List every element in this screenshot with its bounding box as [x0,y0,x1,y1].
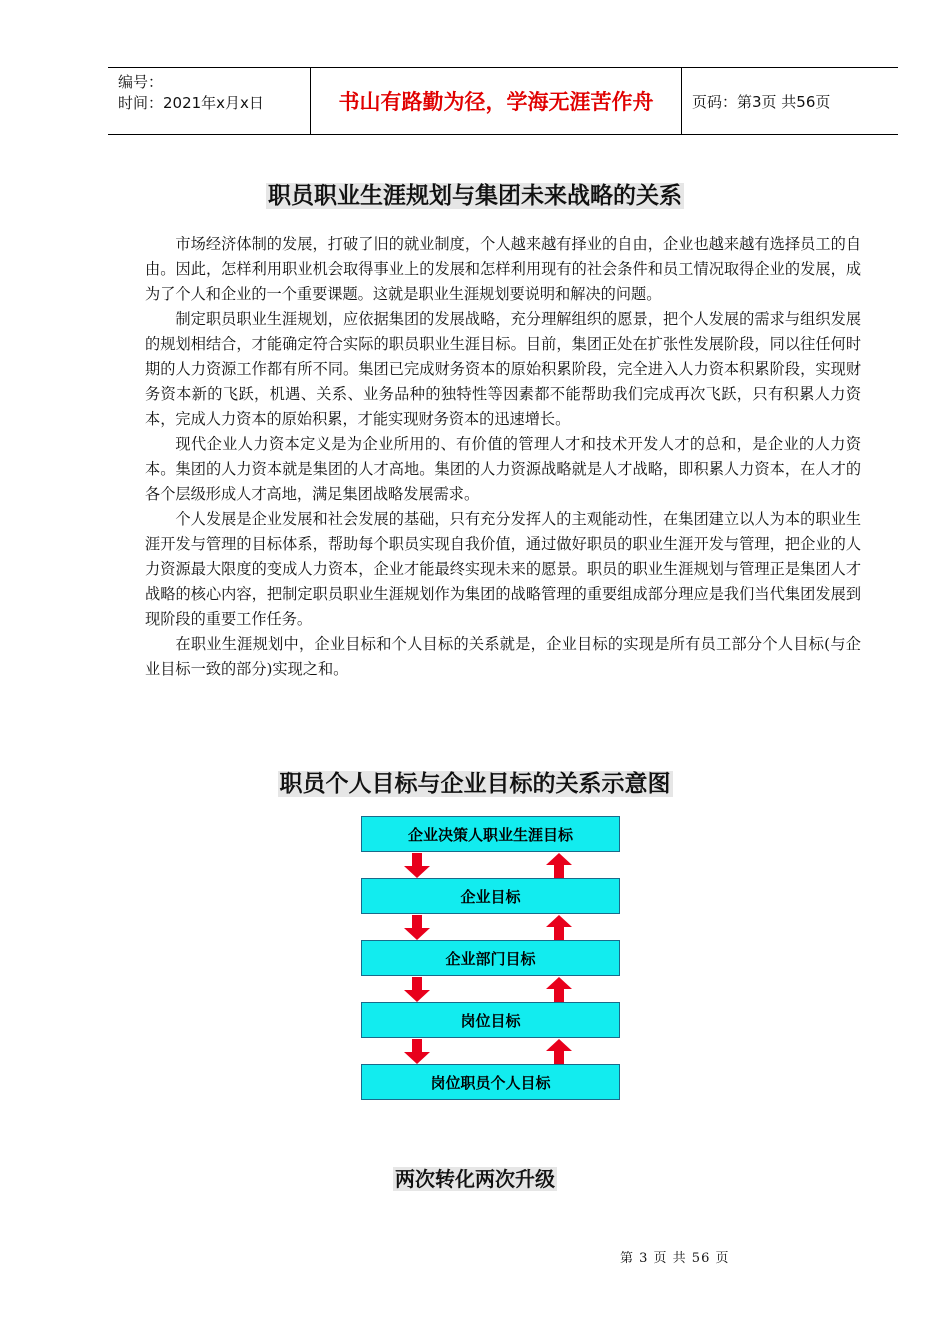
paragraph: 个人发展是企业发展和社会发展的基础，只有充分发挥人的主观能动性，在集团建立以人为本的职业生涯开发与管理的目标体系，帮助每个职员实现自我价值，通过做好职员的职业生涯开发与管理，把企业的人力资源最大限度的变成人力资本，企业才能最终实现未来的愿景。职员的职业生涯规划与管理正是集团人才战略的核心内容，把制定职员职业生涯规划作为集团的战略管理的重要组成部分理应是我们当代集团发展到现阶段的重要工作任务。 [145,510,861,628]
header-meta [108,68,310,134]
diagram-box-position-goal: 岗位目标 [361,1002,620,1038]
arrow-down-icon [404,977,430,1002]
header-motto: 书山有路勤为径，学海无涯苦作舟 [310,68,682,134]
diagram-box-employee-goal: 岗位职员个人目标 [361,1064,620,1100]
body-text [145,232,861,682]
arrow-up-icon [546,977,572,1002]
diagram-title: 职员个人目标与企业目标的关系示意图 [279,771,671,797]
arrow-up-icon [546,915,572,940]
diagram-box-enterprise-goal: 企业目标 [361,878,620,914]
arrow-up-icon [546,853,572,878]
document-title: 职员职业生涯规划与集团未来战略的关系 [268,183,682,209]
header-page-info: 页码：第3页 共56页 [692,92,831,111]
paragraph: 市场经济体制的发展，打破了旧的就业制度，个人越来越有择业的自由，企业也越来越有选择员工的自由。因此，怎样利用职业机会取得事业上的发展和怎样利用现有的社会条件和员工情况取得企业的发展，成为了个人和企业的一个重要课题。这就是职业生涯规划要说明和解决的问题。 [145,235,861,303]
arrow-down-icon [404,853,430,878]
page-footer: 第 3 页 共 56 页 [620,1251,730,1266]
arrow-down-icon [404,915,430,940]
paragraph: 制定职员职业生涯规划，应依据集团的发展战略，充分理解组织的愿景，把个人发展的需求与组织发展的规划相结合，才能确定符合实际的职员职业生涯目标。目前，集团正处在扩张性发展阶段，同以往任何时期的人力资源工作都有所不同。集团已完成财务资本的原始积累阶段，完全进入人力资本积累阶段，实现财务资本新的飞跃，机遇、关系、业务品种的独特性等因素都不能帮助我们完成再次飞跃，只有积累人力资本，完成人力资本的原始积累，才能实现财务资本的迅速增长。 [145,310,861,428]
arrow-down-icon [404,1039,430,1064]
time-label: 时间：2021年x月x日 [118,94,264,112]
diagram-subtitle: 两次转化两次升级 [395,1167,555,1191]
number-label: 编号： [118,73,164,91]
arrow-up-icon [546,1039,572,1064]
diagram-box-decision-maker-goal: 企业决策人职业生涯目标 [361,816,620,852]
page-header [108,67,898,135]
diagram-box-department-goal: 企业部门目标 [361,940,620,976]
paragraph: 在职业生涯规划中，企业目标和个人目标的关系就是，企业目标的实现是所有员工部分个人目标(与企业目标一致的部分)实现之和。 [145,635,861,678]
paragraph: 现代企业人力资本定义是为企业所用的、有价值的管理人才和技术开发人才的总和，是企业的人力资本。集团的人力资本就是集团的人才高地。集团的人力资源战略就是人才战略，即积累人力资本，在人才的各个层级形成人才高地，满足集团战略发展需求。 [145,435,861,503]
